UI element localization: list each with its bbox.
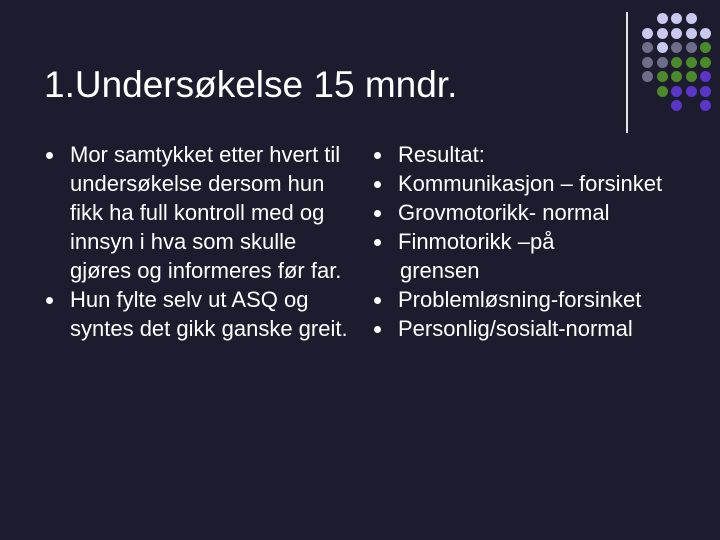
decor-dot	[700, 57, 711, 68]
bullet-icon	[374, 152, 381, 159]
list-item-text: Grovmotorikk- normal	[398, 200, 610, 225]
decor-dot	[657, 71, 668, 82]
decor-dot	[686, 42, 697, 53]
list-item	[44, 285, 359, 343]
list-item-text: Finmotorikk –på	[398, 229, 555, 254]
decor-dot	[657, 28, 668, 39]
list-item	[372, 169, 712, 198]
list-item-text: Hun fylte selv ut ASQ og syntes det gikk ganske greit.	[70, 287, 348, 341]
bullet-icon	[46, 297, 53, 304]
list-item-text: Problemløsning-forsinket	[398, 287, 642, 312]
decor-dot	[686, 71, 697, 82]
dot-grid-decoration	[640, 12, 720, 122]
decor-dot	[700, 28, 711, 39]
list-item	[372, 314, 712, 343]
decor-dot	[642, 71, 653, 82]
decor-dot	[642, 28, 653, 39]
list-item	[372, 140, 712, 169]
list-item-text: Resultat:	[398, 142, 485, 167]
decor-dot	[657, 42, 668, 53]
decor-dot	[657, 13, 668, 24]
decor-dot	[657, 57, 668, 68]
decor-dot	[671, 100, 682, 111]
list-item	[44, 140, 359, 285]
decor-dot	[671, 13, 682, 24]
left-column	[44, 140, 359, 343]
bullet-icon	[46, 152, 53, 159]
decor-dot	[671, 71, 682, 82]
list-item	[372, 198, 712, 227]
bullet-icon	[374, 210, 381, 217]
decor-dot	[671, 86, 682, 97]
decor-dot	[671, 42, 682, 53]
decor-dot	[700, 42, 711, 53]
decor-dot	[657, 86, 668, 97]
decor-dot	[700, 86, 711, 97]
bullet-icon	[374, 297, 381, 304]
list-item-text: Mor samtykket etter hvert til undersøkelse dersom hun fikk ha full kontroll med og innsyn i hva som skulle gjøres og informeres før far.	[70, 142, 342, 283]
decor-dot	[642, 57, 653, 68]
list-continuation	[374, 256, 712, 285]
list-item	[372, 227, 712, 256]
decor-dot	[686, 28, 697, 39]
decor-dot	[686, 86, 697, 97]
decor-dot	[686, 57, 697, 68]
decor-dot	[671, 57, 682, 68]
list-item	[372, 285, 712, 314]
continuation-text: grensen	[400, 258, 480, 283]
right-column	[372, 140, 712, 343]
decor-dot	[642, 42, 653, 53]
decor-dot	[700, 71, 711, 82]
slide-title: 1.Undersøkelse 15 mndr.	[44, 64, 458, 105]
decor-dot	[700, 100, 711, 111]
bullet-icon	[374, 239, 381, 246]
list-item-text: Personlig/sosialt-normal	[398, 316, 633, 341]
bullet-icon	[374, 181, 381, 188]
list-item-text: Kommunikasjon – forsinket	[398, 171, 663, 196]
decor-dot	[671, 28, 682, 39]
bullet-icon	[374, 326, 381, 333]
decor-dot	[686, 13, 697, 24]
divider-line	[626, 12, 628, 133]
